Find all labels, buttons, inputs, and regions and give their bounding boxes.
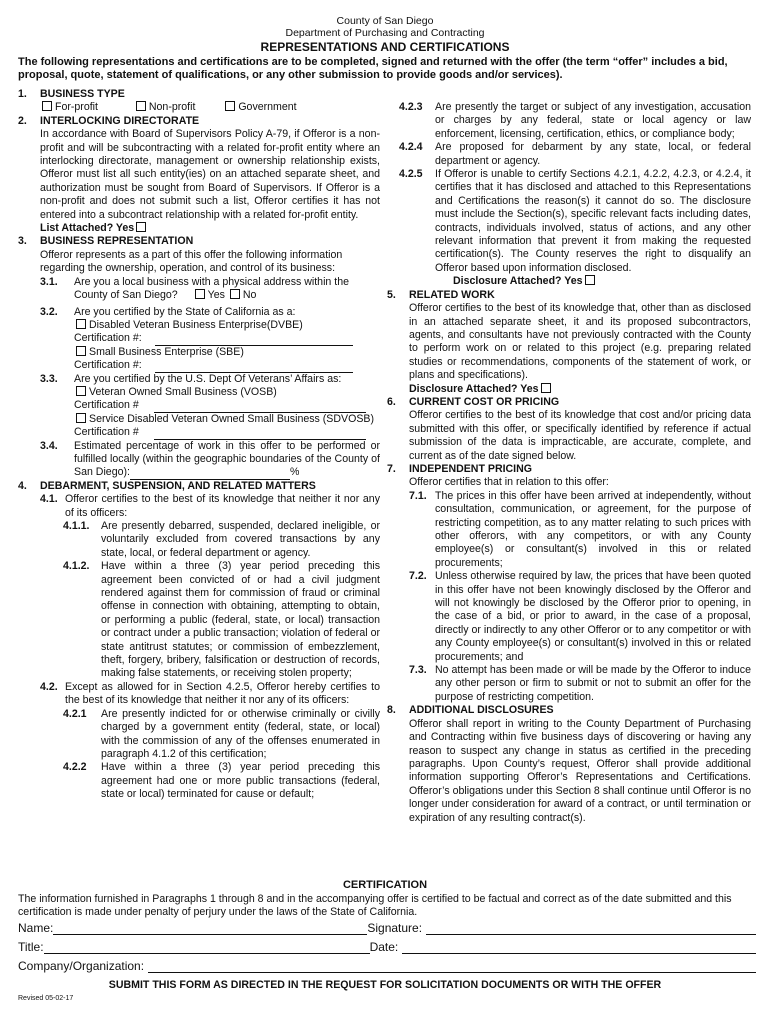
item-text: Offeror certifies to the best of its knowledge that neither it nor any of its officers: [65, 493, 380, 519]
related-work-disclosure-row [387, 383, 751, 396]
section-title: INTERLOCKING DIRECTORATE [40, 114, 200, 127]
department-name: Department of Purchasing and Contracting [285, 27, 485, 39]
name-label: Name: [18, 921, 54, 935]
yes-label: Yes [207, 289, 225, 302]
dvbe-row [18, 319, 380, 332]
cert-number-label: Certification #: [74, 332, 142, 345]
vosb-checkbox[interactable] [76, 386, 86, 396]
item-number: 3.4. [40, 439, 58, 452]
section-number: 4. [18, 479, 27, 492]
date-field[interactable] [402, 941, 756, 954]
item-text: Have within a three (3) year period preceding this agreement been convicted of or had a civil judgment rendered against them for commission of fraud or criminal offense in connection with obtaining, attempting to obtain, or performing a public (federal, state, or local) transaction or contract under a public transaction; violation of federal or state antitrust statutes; or commission of embezzlement, theft, forgery, bribery, falsification or destruction of records, making false statements, or receiving stolen property; [101, 560, 380, 680]
item-number: 4.2. [40, 680, 58, 693]
section-number: 6. [387, 395, 396, 408]
dvbe-cert-row [18, 332, 380, 345]
item-7-3 [387, 664, 751, 704]
section-title: BUSINESS TYPE [40, 88, 125, 100]
vosb-cert-row [18, 399, 380, 412]
company-row [18, 959, 756, 973]
left-column [18, 88, 380, 802]
item-4-2-3 [387, 101, 751, 141]
list-attached-label: List Attached? Yes [40, 222, 135, 235]
item-3-3 [18, 373, 380, 386]
section-5-heading [387, 289, 751, 302]
related-work-text: Offeror certifies to the best of its knowledge that, other than as disclosed in an attached separate sheet, it and its proposed subcontractors, agents, and consultants have not previously contracted with the County to perform work on or related to this project (e.g. preparing related studies or recommendations, components of the statement of work, or plans and specifications). [409, 302, 751, 382]
item-4-2-2 [18, 761, 380, 801]
item-text: Have within a three (3) year period preceding this agreement had one or more public transactions (federal, state or local) terminated for cause or default; [101, 761, 380, 801]
item-number: 4.2.3 [399, 101, 423, 113]
item-3-1 [18, 276, 380, 303]
section-6-heading [387, 396, 751, 409]
local-no-checkbox[interactable] [230, 289, 240, 299]
non-profit-checkbox[interactable] [136, 101, 146, 111]
title-label: Title: [18, 940, 44, 954]
government-label: Government [238, 101, 297, 114]
item-number: 4.2.1 [63, 707, 87, 720]
item-number: 4.2.5 [399, 168, 423, 181]
additional-disclosures-text: Offeror shall report in writing to the County Department of Purchasing and Contracting within five business days of discovering or having any reason to suspect any change in status as certified in the preceding paragraphs. Upon County’s request, Offeror shall provide additional information supporting Offeror’s Representations and Certifications. Offeror’s obligations under this Section 8 shall continue until Offeror is no longer under consideration for award of a contract, or until termination or expiration of any resulting contract(s). [409, 717, 751, 824]
item-text: Are presently indicted for or otherwise criminally or civilly charged by a government entity (federal, state, or local) with the commission of any of the offenses enumerated in paragraph 4.1.2 of this certification; [101, 707, 380, 760]
item-number: 3.1. [40, 275, 58, 288]
non-profit-label: Non-profit [148, 101, 196, 114]
item-text: If Offeror is unable to certify Sections 4.2.1, 4.2.2, 4.2.3, or 4.2.4, it certifies that it has disclosed and attached to this Representations and Certifications the reason(s) it cannot do so. The disclosure must include the Section(s), specific relevant facts including dates, contracts, individuals involved, status of actions, and any other relevant information that prevent it from making the requested certification(s). The County reserves the right to disqualify an Offeror based upon information disclosed. [435, 168, 751, 274]
item-3-4 [18, 440, 380, 480]
item-number: 4.2.2 [63, 761, 87, 774]
item-3-2 [18, 306, 380, 319]
section-8-heading [387, 704, 751, 717]
title-field[interactable] [44, 941, 370, 954]
section-number: 5. [387, 288, 396, 301]
certification-title: CERTIFICATION [342, 879, 428, 891]
county-name: County of San Diego [336, 15, 434, 27]
section-1-heading [18, 88, 380, 101]
section-title: RELATED WORK [409, 288, 495, 301]
revision-date: Revised 05-02-17 [18, 995, 74, 1002]
section-number: 8. [387, 704, 396, 717]
section-number: 7. [387, 462, 396, 475]
item-text: Are you certified by the U.S. Dept Of Veterans’ Affairs as: [74, 372, 342, 385]
section-number: 2. [18, 114, 27, 127]
dvbe-label: Disabled Veteran Business Enterprise(DVBE) [89, 318, 303, 331]
item-number: 4.2.4 [399, 141, 423, 154]
cost-pricing-text: Offeror certifies to the best of its knowledge that cost and/or pricing data submitted with this offer, or specifically identified by reference if actual submission of the data is impracticable, are accurate, complete, and current as of the date signed below. [409, 409, 751, 462]
sdvosb-cert-row [18, 426, 380, 439]
item-7-2 [387, 570, 751, 664]
item-number: 4.1.2. [63, 560, 90, 573]
business-type-options [18, 101, 380, 114]
disclosure-label: Disclosure Attached? Yes [409, 382, 539, 395]
item-text: Unless otherwise required by law, the prices that have been quoted in this offer have not been knowingly disclosed by the Offeror and will not knowingly be disclosed by the Offeror prior to opening, in the case of a bid, or prior to award, in the case of a proposal, directly or indirectly to any other Offeror or to any competitor or with any County employee(s) or consultant(s) involved in this or related procurements; and [435, 570, 751, 663]
section-title: DEBARMENT, SUSPENSION, AND RELATED MATTERS [40, 479, 316, 492]
section-number: 3. [18, 235, 27, 248]
form-intro: The following representations and certifications are to be completed, signed and returned with the offer (the term “offer” includes a bid, proposal, quote, statement of qualifications, or any other submission to provide goods and/or services). [18, 56, 728, 82]
item-text: Are presently debarred, suspended, declared ineligible, or voluntarily excluded from covered transactions by any state, local, or federal department or agency. [101, 520, 380, 559]
item-text: Except as allowed for in Section 4.2.5, Offeror hereby certifies to the best of its knowledge that neither it nor any of its officers: [65, 680, 380, 707]
submit-instructions: SUBMIT THIS FORM AS DIRECTED IN THE REQUEST FOR SOLICITATION DOCUMENTS OR WITH THE OFFER [108, 979, 662, 991]
section-2-heading [18, 115, 380, 128]
cert-number-label: Certification # [74, 426, 139, 439]
debarment-disclosure-checkbox[interactable] [585, 275, 595, 285]
item-text: Are presently the target or subject of any investigation, accusation or charges by any federal, state or local agency or law enforcement, licensing, certification, ethics, or compliance body; [435, 101, 751, 140]
no-label: No [242, 289, 257, 302]
section-title: INDEPENDENT PRICING [409, 462, 533, 475]
item-4-2 [18, 681, 380, 708]
company-field[interactable] [148, 960, 756, 973]
business-representation-intro: Offeror represents as a part of this offer the following information regarding the ownership, operation, and control of its business: [40, 248, 343, 275]
list-attached-checkbox[interactable] [136, 222, 146, 232]
item-number: 3.3. [40, 372, 58, 385]
signature-field[interactable] [426, 922, 756, 935]
related-work-disclosure-checkbox[interactable] [541, 383, 551, 393]
signature-label: Signature: [367, 921, 423, 935]
item-text: Are proposed for debarment by any state, local, or federal department or agency. [435, 141, 751, 167]
item-4-2-4 [387, 141, 751, 168]
right-column [387, 101, 751, 825]
item-number: 4.1. [40, 493, 58, 506]
item-number: 3.2. [40, 305, 58, 318]
item-text: The prices in this offer have been arrived at independently, without consultation, communication, or agreement, for the purpose of restricting competition, as to any matter relating to such prices with other offerors, with any competitors, or with any County employee(s) or consultant(s) involved in this or related procurements; [435, 489, 751, 569]
item-7-1 [387, 490, 751, 570]
item-4-1 [18, 493, 380, 520]
form-title: REPRESENTATIONS AND CERTIFICATIONS [260, 40, 510, 54]
section-7-heading [387, 463, 751, 476]
name-signature-row [18, 921, 756, 935]
section-3-heading [18, 235, 380, 248]
local-percentage-question: Estimated percentage of work in this offer to be performed or fulfilled locally (within the geographic boundaries of the County of San Diego): [74, 439, 380, 479]
item-number: 7.1. [409, 489, 427, 502]
item-text [74, 440, 380, 480]
item-4-1-2 [18, 560, 380, 681]
local-yes-checkbox[interactable] [195, 289, 205, 299]
sdvosb-checkbox[interactable] [76, 413, 86, 423]
independent-pricing-intro: Offeror certifies that in relation to this offer: [409, 476, 609, 489]
cert-number-label: Certification # [74, 399, 139, 412]
disclosure-label: Disclosure Attached? Yes [453, 275, 583, 288]
sbe-row [18, 346, 380, 359]
item-4-2-1 [18, 708, 380, 762]
company-label: Company/Organization: [18, 959, 145, 973]
certification-text: The information furnished in Paragraphs 1 through 8 and in the accompanying offer is certified to be factual and correct as of the date submitted and this certification is made under penalty of perjury under the laws of the State of California. [18, 893, 732, 919]
local-business-question: Are you a local business with a physical address within the County of San Diego? [74, 275, 349, 302]
vosb-label: Veteran Owned Small Business (VOSB) [89, 385, 277, 398]
sdvosb-label: Service Disabled Veteran Owned Small Business (SDVOSB) [89, 412, 374, 425]
dvbe-checkbox[interactable] [76, 319, 86, 329]
cert-number-label: Certification #: [74, 359, 142, 372]
section-title: CURRENT COST OR PRICING [409, 395, 560, 408]
date-label: Date: [369, 940, 399, 954]
debarment-disclosure-row [387, 275, 751, 288]
for-profit-label: For-profit [55, 101, 98, 114]
name-field[interactable] [53, 922, 367, 935]
sdvosb-row [18, 413, 380, 426]
item-text: No attempt has been made or will be made by the Offeror to induce any other person or firm to submit or not to submit an offer for the purpose of restricting competition. [435, 664, 751, 703]
section-number: 1. [18, 88, 27, 100]
section-4-heading [18, 480, 380, 493]
vosb-row [18, 386, 380, 399]
list-attached-row [18, 222, 380, 235]
title-date-row [18, 940, 756, 954]
item-4-1-1 [18, 520, 380, 560]
item-text [74, 276, 380, 303]
item-number: 7.3. [409, 664, 427, 677]
interlocking-directorate-text: In accordance with Board of Supervisors Policy A-79, if Offeror is a non-profit and will be subcontracting with a related for-profit entity where an interlocking directorate, management or ownership relationship exists, Offeror must list all such entity(ies) on an attached separate sheet, and authorization must be sought from Board of Supervisors. If Offeror is a non-profit and does not submit such a list, Offeror certifies it has not entered into a subcontract relationship with a related for-profit entity. [40, 128, 380, 221]
sbe-checkbox[interactable] [76, 346, 86, 356]
percent-sign: % [289, 466, 300, 479]
item-4-2-5 [387, 168, 751, 275]
sbe-cert-row [18, 359, 380, 372]
item-text: Are you certified by the State of California as a: [74, 305, 296, 318]
section-title: ADDITIONAL DISCLOSURES [409, 704, 554, 717]
government-checkbox[interactable] [225, 101, 235, 111]
sbe-label: Small Business Enterprise (SBE) [89, 345, 244, 358]
item-number: 7.2. [409, 570, 427, 583]
section-title: BUSINESS REPRESENTATION [40, 235, 194, 248]
for-profit-checkbox[interactable] [42, 101, 52, 111]
item-number: 4.1.1. [63, 520, 90, 532]
